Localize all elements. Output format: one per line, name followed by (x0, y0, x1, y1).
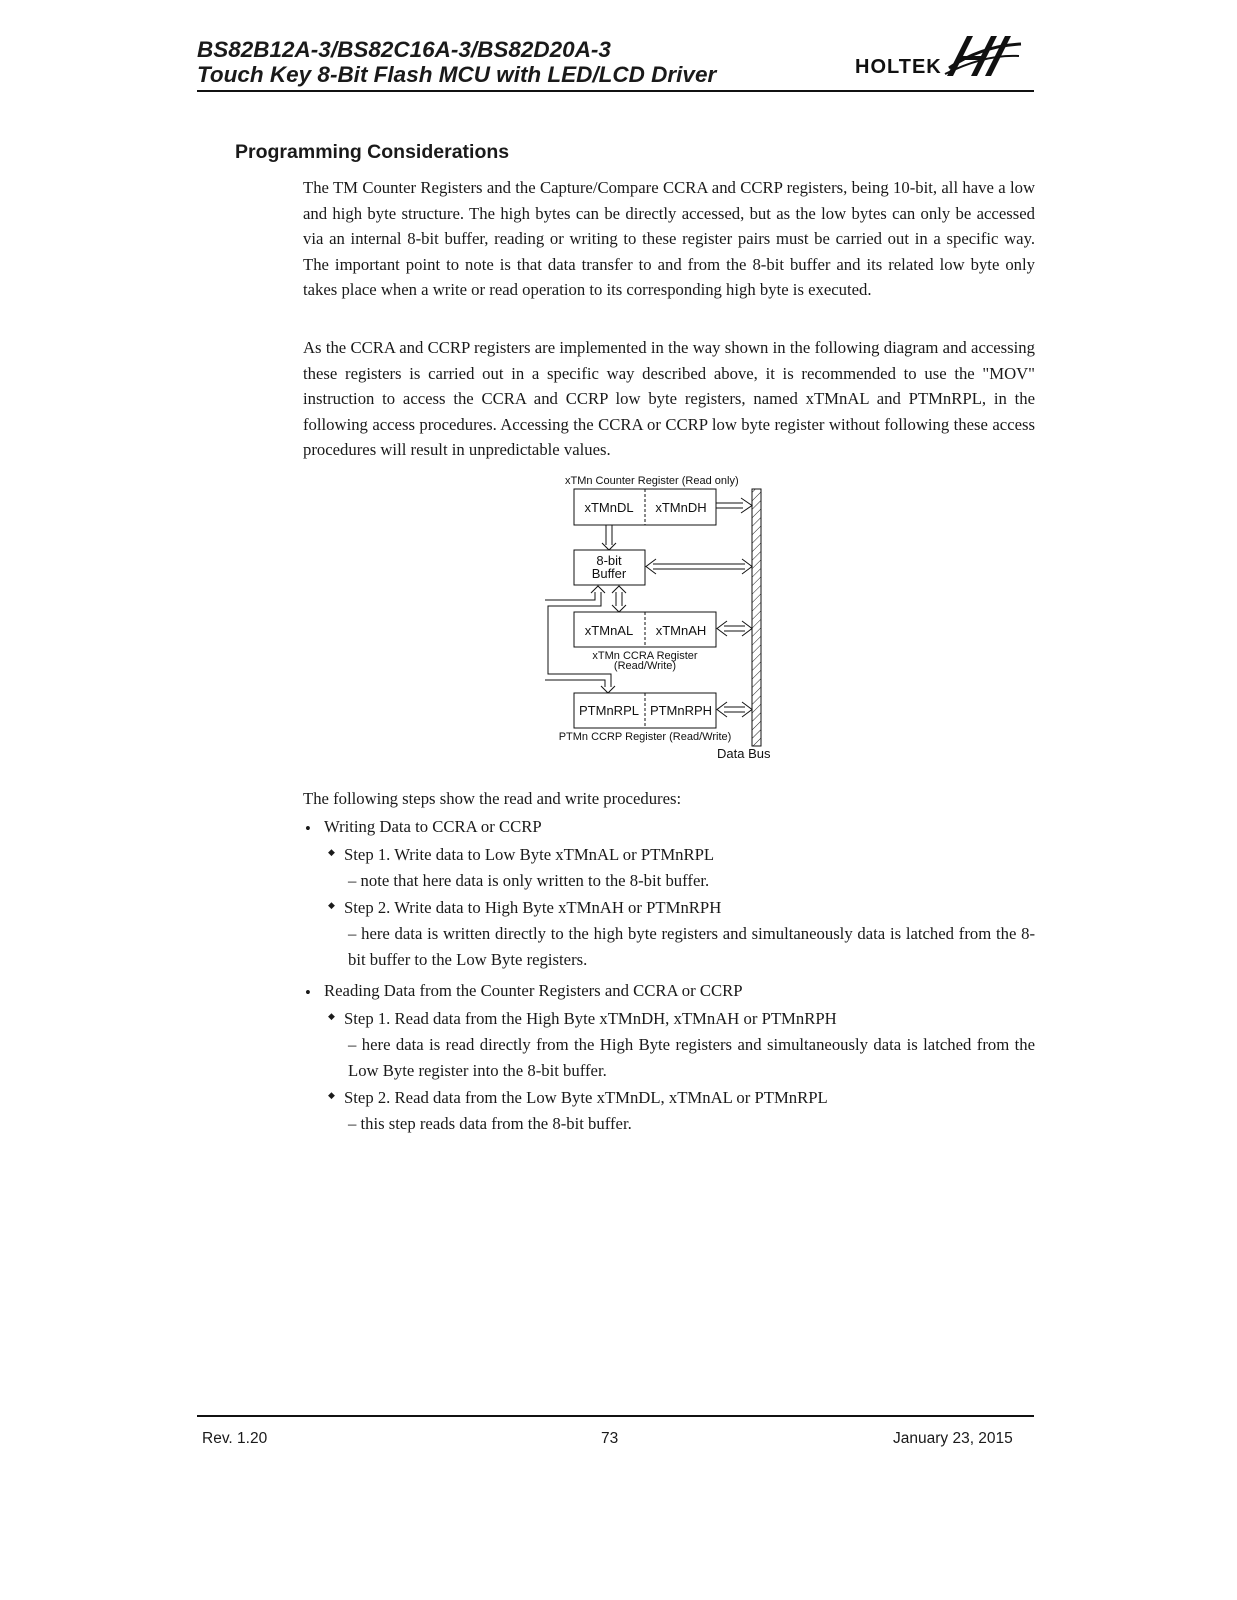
ccra-bus-arrow (717, 621, 752, 636)
holtek-logo-mark-icon (941, 26, 1023, 82)
document-title-line1: BS82B12A-3/BS82C16A-3/BS82D20A-3 (197, 37, 611, 62)
header-rule (197, 90, 1034, 92)
ccra-caption-line2: (Read/Write) (613, 660, 677, 672)
counter-low-label: xTMnDL (584, 500, 634, 515)
buffer-ccra-arrow (612, 586, 626, 612)
steps-intro: The following steps show the read and write procedures: (303, 789, 682, 808)
bullet-icon: • (305, 819, 311, 838)
ccrp-low-label: PTMnRPL (579, 703, 639, 718)
reading-step1-note: – here data is read directly from the High Byte registers and simultaneously data is latched from the Low Byte register into the 8-bit buffer. (348, 1035, 1035, 1080)
holtek-logo (855, 26, 1035, 86)
bullet-icon: • (305, 983, 311, 1002)
footer-rule (197, 1415, 1034, 1417)
ccrp-high-label: PTMnRPH (649, 703, 713, 718)
diamond-bullet-icon: ◆ (328, 848, 335, 858)
register-access-diagram (545, 470, 795, 780)
counter-to-bus-arrow (716, 498, 752, 513)
writing-step2-note: – here data is written directly to the high byte registers and simultaneously data is latched from the 8-bit buffer to the Low Byte registers. (348, 924, 1035, 969)
reading-step1: Step 1. Read data from the High Byte xTMnDH, xTMnAH or PTMnRPH (344, 1009, 837, 1028)
reading-step2: Step 2. Read data from the Low Byte xTMnDL, xTMnAL or PTMnRPL (344, 1088, 828, 1107)
paragraph-1: The TM Counter Registers and the Capture/Compare CCRA and CCRP registers, being 10-bit, all have a low and high byte structure. The high bytes can be directly accessed, but as the low bytes can only be accessed via an internal 8-bit buffer, reading or writing to these register pairs must be carried out in a specific way. The important point to note is that data transfer to and from the 8-bit buffer and its related low byte only takes place when a write or read operation to its corresponding high byte is executed. (303, 178, 1035, 299)
reading-step2-note: – this step reads data from the 8-bit buffer. (348, 1114, 632, 1133)
logo-text: HOLTEK (855, 56, 942, 78)
footer-page-number: 73 (601, 1430, 619, 1447)
footer-revision: Rev. 1.20 (202, 1430, 268, 1447)
buffer-label-line1: 8-bit (596, 553, 622, 568)
writing-step1: Step 1. Write data to Low Byte xTMnAL or PTMnRPL (344, 845, 715, 864)
document-title-line2: Touch Key 8-Bit Flash MCU with LED/LCD Driver (197, 62, 717, 87)
counter-high-label: xTMnDH (655, 500, 707, 515)
counter-register-caption: xTMn Counter Register (Read only) (565, 475, 739, 487)
writing-heading: Writing Data to CCRA or CCRP (324, 817, 542, 836)
ccrp-bus-arrow (717, 702, 752, 717)
buffer-label-line2: Buffer (591, 566, 627, 581)
writing-step1-note: – note that here data is only written to the 8-bit buffer. (348, 871, 710, 890)
ccrp-caption: PTMn CCRP Register (Read/Write) (558, 731, 732, 743)
buffer-bus-arrow (646, 559, 752, 574)
diamond-bullet-icon: ◆ (328, 1091, 335, 1101)
data-bus-label: Data Bus (717, 746, 771, 761)
diamond-bullet-icon: ◆ (328, 901, 335, 911)
diamond-bullet-icon: ◆ (328, 1012, 335, 1022)
ccra-high-label: xTMnAH (655, 623, 707, 638)
counter-to-buffer-arrow (602, 525, 616, 550)
reading-heading: Reading Data from the Counter Registers and CCRA or CCRP (324, 981, 743, 1000)
ccra-low-label: xTMnAL (584, 623, 634, 638)
data-bus (752, 489, 761, 746)
paragraph-2: As the CCRA and CCRP registers are implemented in the way shown in the following diagram and accessing these registers is carried out in a specific way described above, it is recommended to use the "MOV" instruction to access the CCRA and CCRP low byte registers, named xTMnAL and PTMnRPL, in the following access procedures. Accessing the CCRA or CCRP low byte register without following these access procedures will result in unpredictable values. (303, 338, 1035, 459)
ccra-caption-line1: xTMn CCRA Register (592, 650, 698, 662)
writing-step2: Step 2. Write data to High Byte xTMnAH or PTMnRPH (344, 898, 722, 917)
footer-date: January 23, 2015 (893, 1430, 1013, 1447)
section-title: Programming Considerations (235, 141, 510, 163)
